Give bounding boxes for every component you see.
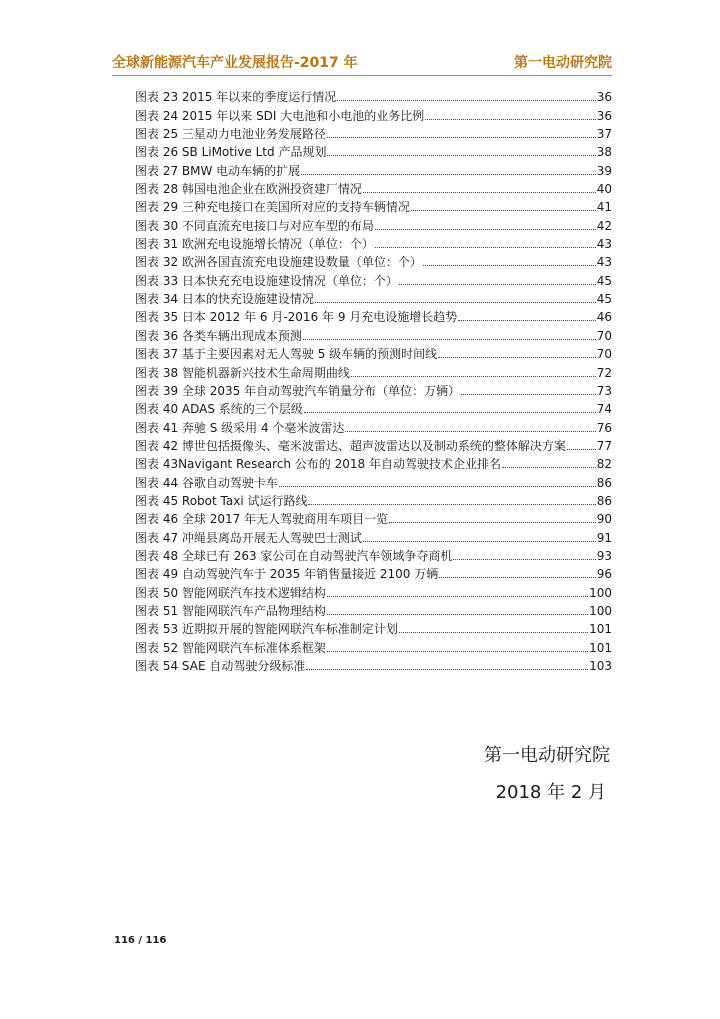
toc-entry[interactable] <box>135 601 612 619</box>
toc-entry-page: 45 <box>596 292 612 307</box>
toc-entry-page: 72 <box>596 365 612 380</box>
toc-entry-label: 图表 31 欧洲充电设施增长情况（单位：个） <box>135 237 374 252</box>
toc-entry-label: 图表 33 日本快充充电设施建设情况（单位：个） <box>135 273 398 288</box>
toc-entry-page: 100 <box>589 585 612 600</box>
toc-entry-label: 图表 26 SB LiMotive Ltd 产品规划 <box>135 145 327 160</box>
toc-entry[interactable] <box>135 160 612 178</box>
figure-list <box>135 87 612 674</box>
toc-entry[interactable] <box>135 491 612 509</box>
toc-leader-dots <box>345 431 595 432</box>
toc-leader-dots <box>438 357 596 358</box>
toc-entry-label: 图表 36 各类车辆出现成本预测 <box>135 328 302 343</box>
toc-entry[interactable] <box>135 362 612 380</box>
toc-leader-dots <box>363 192 596 193</box>
toc-entry[interactable] <box>135 656 612 674</box>
toc-entry-page: 103 <box>589 659 612 673</box>
header-org: 第一电动研究院 <box>514 55 612 71</box>
toc-entry-label: 图表 23 2015 年以来的季度运行情况 <box>135 90 337 105</box>
toc-entry-label: 图表 25 三星动力电池业务发展路径 <box>135 127 326 142</box>
toc-entry-label: 图表 50 智能网联汽车技术逻辑结构 <box>135 585 326 600</box>
toc-entry[interactable] <box>135 289 612 307</box>
toc-entry-page: 41 <box>596 200 612 215</box>
toc-entry-page: 93 <box>596 548 612 563</box>
toc-entry-page: 45 <box>596 273 612 288</box>
toc-leader-dots <box>399 284 596 285</box>
report-title: 全球新能源汽车产业发展报告-2017 年 <box>112 55 358 71</box>
toc-entry-label: 图表 24 2015 年以来 SDI 大电池和小电池的业务比例 <box>135 108 425 123</box>
toc-leader-dots <box>315 302 596 303</box>
toc-leader-dots <box>301 174 596 175</box>
toc-entry-page: 36 <box>596 90 612 105</box>
toc-entry-label: 图表 41 奔驰 S 级采用 4 个毫米波雷达 <box>135 420 345 435</box>
page-header <box>112 52 612 72</box>
toc-entry-label: 图表 40 ADAS 系统的三个层级 <box>135 402 303 417</box>
toc-entry[interactable] <box>135 509 612 527</box>
toc-leader-dots <box>375 229 596 230</box>
toc-entry-page: 73 <box>596 383 612 398</box>
toc-leader-dots <box>337 100 595 101</box>
toc-entry-page: 70 <box>596 347 612 362</box>
toc-entry[interactable] <box>135 344 612 362</box>
toc-entry-label: 图表 54 SAE 自动驾驶分级标准 <box>135 659 306 673</box>
toc-leader-dots <box>461 394 596 395</box>
toc-entry-label: 图表 53 近期拟开展的智能网联汽车标准制定计划 <box>135 622 398 637</box>
toc-leader-dots <box>327 137 596 138</box>
toc-entry-label: 图表 43Navigant Research 公布的 2018 年自动驾驶技术企业排名 <box>135 457 501 472</box>
toc-entry[interactable] <box>135 124 612 142</box>
toc-entry-label: 图表 28 韩国电池企业在欧洲投资建厂情况 <box>135 182 362 197</box>
toc-entry-page: 74 <box>596 402 612 417</box>
toc-entry-page: 90 <box>596 512 612 527</box>
toc-entry-label: 图表 29 三种充电接口在美国所对应的支持车辆情况 <box>135 200 410 215</box>
toc-leader-dots <box>399 632 588 633</box>
toc-leader-dots <box>351 376 596 377</box>
toc-entry[interactable] <box>135 381 612 399</box>
toc-entry[interactable] <box>135 142 612 160</box>
toc-entry-page: 100 <box>589 603 612 618</box>
toc-entry-label: 图表 37 基于主要因素对无人驾驶 5 级车辆的预测时间线 <box>135 347 438 362</box>
toc-entry-page: 76 <box>596 420 612 435</box>
toc-entry[interactable] <box>135 179 612 197</box>
toc-entry-page: 42 <box>596 218 612 233</box>
toc-leader-dots <box>439 577 595 578</box>
toc-entry-label: 图表 32 欧洲各国直流充电设施建设数量（单位：个） <box>135 255 422 270</box>
toc-entry[interactable] <box>135 270 612 288</box>
toc-entry[interactable] <box>135 417 612 435</box>
toc-entry-label: 图表 30 不同直流充电接口与对应车型的布局 <box>135 218 374 233</box>
toc-leader-dots <box>389 522 596 523</box>
toc-leader-dots <box>423 265 596 266</box>
page-number: 116 / 116 <box>114 935 167 946</box>
toc-entry-label: 图表 47 冲绳县离岛开展无人驾驶巴士测试 <box>135 530 362 545</box>
toc-entry-label: 图表 51 智能网联汽车产品物理结构 <box>135 603 326 618</box>
toc-entry[interactable] <box>135 215 612 233</box>
toc-leader-dots <box>502 467 596 468</box>
toc-leader-dots <box>327 596 588 597</box>
toc-leader-dots <box>375 247 596 248</box>
toc-entry-page: 37 <box>596 127 612 142</box>
toc-leader-dots <box>567 449 596 450</box>
toc-entry[interactable] <box>135 436 612 454</box>
toc-entry-page: 96 <box>596 567 612 582</box>
toc-leader-dots <box>306 669 588 670</box>
toc-entry-page: 43 <box>596 237 612 252</box>
toc-entry[interactable] <box>135 582 612 600</box>
toc-entry-page: 82 <box>596 457 612 472</box>
toc-entry-page: 43 <box>596 255 612 270</box>
toc-leader-dots <box>327 614 588 615</box>
toc-entry[interactable] <box>135 619 612 637</box>
toc-entry-page: 70 <box>596 328 612 343</box>
toc-entry[interactable] <box>135 197 612 215</box>
toc-entry-page: 86 <box>596 493 612 508</box>
toc-leader-dots <box>303 339 596 340</box>
toc-entry-page: 38 <box>596 145 612 160</box>
toc-entry[interactable] <box>135 399 612 417</box>
toc-leader-dots <box>308 504 595 505</box>
toc-entry-label: 图表 39 全球 2035 年自动驾驶汽车销量分布（单位：万辆） <box>135 383 461 398</box>
toc-entry[interactable] <box>135 105 612 123</box>
toc-entry-page: 39 <box>596 163 612 178</box>
toc-entry-page: 40 <box>596 182 612 197</box>
toc-entry-page: 77 <box>596 438 612 453</box>
toc-entry-label: 图表 27 BMW 电动车辆的扩展 <box>135 163 301 178</box>
toc-entry-page: 86 <box>596 475 612 490</box>
toc-entry[interactable] <box>135 564 612 582</box>
toc-leader-dots <box>304 412 596 413</box>
toc-leader-dots <box>327 651 588 652</box>
toc-entry-label: 图表 44 谷歌自动驾驶卡车 <box>135 475 278 490</box>
footer-org: 第一电动研究院 <box>484 745 610 766</box>
toc-entry-label: 图表 46 全球 2017 年无人驾驶商用车项目一览 <box>135 512 389 527</box>
footer-date: 2018 年 2 月 <box>495 782 606 803</box>
toc-leader-dots <box>363 541 596 542</box>
toc-entry[interactable] <box>135 87 612 105</box>
toc-entry-label: 图表 35 日本 2012 年 6 月-2016 年 9 月充电设施增长趋势 <box>135 310 458 325</box>
toc-leader-dots <box>425 119 595 120</box>
toc-entry-label: 图表 45 Robot Taxi 试运行路线 <box>135 493 308 508</box>
toc-entry[interactable] <box>135 252 612 270</box>
toc-entry-label: 图表 48 全球已有 263 家公司在自动驾驶汽车领域争夺商机 <box>135 548 453 563</box>
header-rule <box>112 75 612 76</box>
toc-entry-page: 101 <box>589 640 612 655</box>
toc-entry-page: 91 <box>596 530 612 545</box>
toc-entry[interactable] <box>135 637 612 655</box>
toc-entry[interactable] <box>135 307 612 325</box>
toc-entry[interactable] <box>135 527 612 545</box>
toc-entry[interactable] <box>135 472 612 490</box>
toc-entry-page: 101 <box>589 622 612 637</box>
toc-leader-dots <box>453 559 595 560</box>
toc-leader-dots <box>279 486 596 487</box>
toc-entry-label: 图表 49 自动驾驶汽车于 2035 年销售量接近 2100 万辆 <box>135 567 439 582</box>
toc-entry[interactable] <box>135 454 612 472</box>
toc-entry-page: 36 <box>596 108 612 123</box>
toc-leader-dots <box>411 210 596 211</box>
toc-entry-label: 图表 52 智能网联汽车标准体系框架 <box>135 640 326 655</box>
toc-entry[interactable] <box>135 546 612 564</box>
toc-entry-page: 46 <box>596 310 612 325</box>
toc-entry[interactable] <box>135 325 612 343</box>
toc-entry-label: 图表 38 智能机器新兴技术生命周期曲线 <box>135 365 350 380</box>
toc-leader-dots <box>327 155 595 156</box>
toc-leader-dots <box>458 320 595 321</box>
toc-entry-label: 图表 34 日本的快充设施建设情况 <box>135 292 314 307</box>
toc-entry-label: 图表 42 博世包括摄像头、毫米波雷达、超声波雷达以及制动系统的整体解决方案 <box>135 438 566 453</box>
toc-entry[interactable] <box>135 234 612 252</box>
